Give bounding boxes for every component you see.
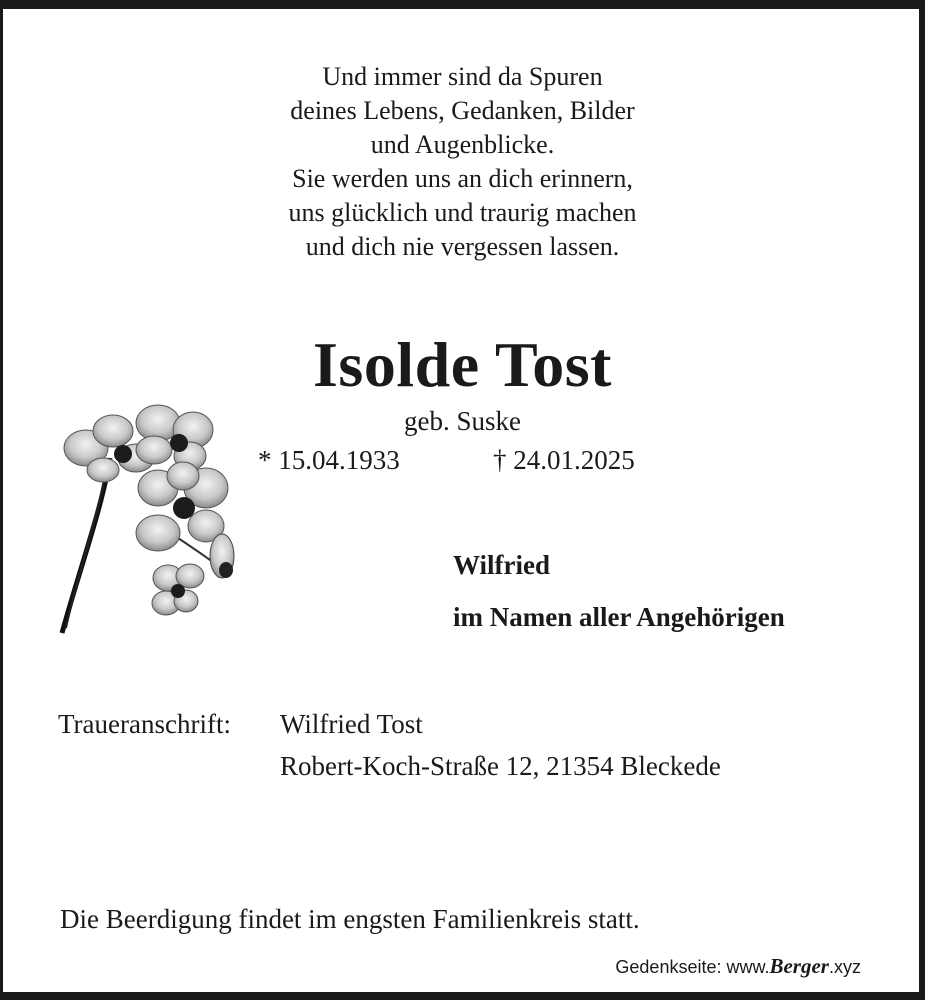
- poem-line: uns glücklich und traurig machen: [288, 198, 637, 227]
- poem: [0, 60, 925, 264]
- poem-line: Und immer sind da Spuren: [322, 62, 603, 91]
- funeral-note: Die Beerdigung findet im engsten Familienkreis statt.: [60, 904, 640, 934]
- birth-date: * 15.04.1933: [258, 445, 400, 475]
- signature-name: Wilfried: [453, 550, 550, 580]
- address-label: Traueranschrift:: [58, 709, 231, 739]
- signature-relatives: im Namen aller Angehörigen: [453, 602, 785, 632]
- address-name: Wilfried Tost: [280, 709, 423, 739]
- poem-line: deines Lebens, Gedanken, Bilder: [290, 96, 635, 125]
- memorial-link[interactable]: [615, 954, 861, 979]
- birth-name: geb. Suske: [404, 406, 521, 436]
- poem-line: und dich nie vergessen lassen.: [305, 232, 620, 261]
- deceased-name: Isolde Tost: [313, 329, 612, 400]
- poem-line: Sie werden uns an dich erinnern,: [292, 164, 633, 193]
- memorial-prefix: Gedenkseite: www.: [615, 957, 770, 977]
- memorial-suffix: .xyz: [828, 957, 861, 977]
- death-date: † 24.01.2025: [493, 445, 635, 475]
- address-street: Robert-Koch-Straße 12, 21354 Bleckede: [280, 751, 721, 781]
- orchid-flower-image: [58, 398, 263, 638]
- memorial-brand: Berger: [769, 954, 829, 978]
- poem-line: und Augenblicke.: [370, 130, 555, 159]
